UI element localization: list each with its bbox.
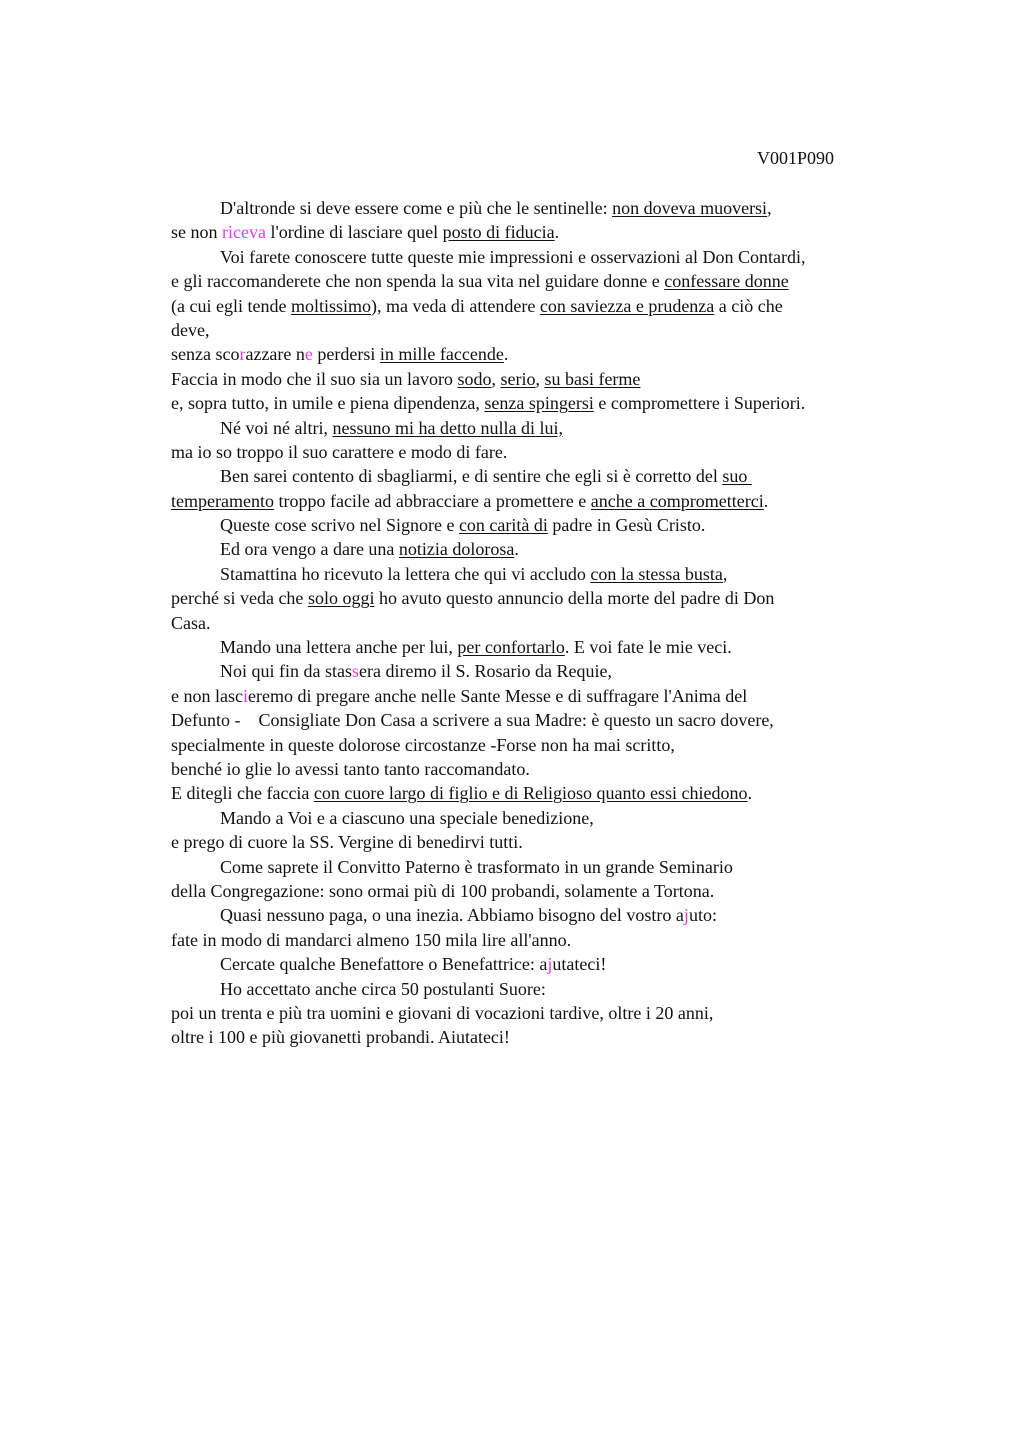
text-line — [171, 830, 911, 854]
text-segment: eremo di pregare anche nelle Sante Messe e di suffragare l'Anima del — [248, 685, 748, 706]
text-segment: ho avuto questo annuncio della morte del padre di Don — [374, 588, 775, 609]
text-segment: . — [554, 222, 560, 243]
text-segment: ma io so troppo il suo carattere e modo di fare. — [171, 441, 508, 462]
text-segment: D'altronde si deve essere come e più che le sentinelle: — [220, 198, 613, 218]
text-segment: . — [514, 539, 519, 560]
text-segment: fate in modo di mandarci almeno 150 mila lire all'anno. — [171, 929, 572, 950]
text-line — [171, 440, 911, 464]
underlined-text: serio — [500, 368, 536, 389]
text-line — [171, 220, 911, 244]
text-segment: senza sco — [171, 344, 240, 365]
text-line — [171, 635, 911, 659]
underlined-text: solo oggi — [307, 588, 375, 609]
text-segment: , — [491, 368, 501, 389]
text-segment: e non lasc — [171, 685, 243, 706]
text-segment: e gli raccomanderete che non spenda la sua vita nel guidare donne e — [171, 271, 665, 292]
text-segment: deve, — [171, 319, 210, 340]
text-segment: azzare n — [245, 344, 305, 365]
text-segment: specialmente in queste dolorose circostanze -Forse non ha mai scritto, — [171, 734, 675, 755]
highlighted-correction: i — [242, 685, 248, 706]
underlined-text: con la stessa busta — [590, 563, 723, 584]
text-segment: . — [763, 490, 769, 511]
text-line — [171, 342, 911, 366]
text-line — [171, 489, 911, 513]
text-line — [171, 879, 911, 903]
text-segment: Stamattina ho ricevuto la lettera che qui vi accludo — [220, 563, 591, 584]
underlined-text: per confortarlo — [457, 637, 565, 658]
text-segment: e, sopra tutto, in umile e piena dipendenza, — [171, 393, 485, 414]
text-line — [171, 196, 911, 220]
underlined-text: sodo — [457, 368, 492, 389]
highlighted-correction: riceva — [222, 222, 266, 243]
text-segment: . — [503, 344, 509, 365]
text-segment: , — [722, 563, 728, 584]
text-segment: Come saprete il Convitto Paterno è trasformato in un grande Seminario — [220, 856, 733, 877]
text-line — [171, 928, 911, 952]
text-line — [171, 659, 911, 683]
text-line — [171, 684, 911, 708]
text-segment: Faccia in modo che il suo sia un lavoro — [171, 368, 458, 389]
text-line — [171, 977, 911, 1001]
page-code: V001P090 — [757, 148, 835, 168]
text-segment: uto: — [688, 905, 717, 926]
highlighted-correction: s — [352, 661, 360, 682]
text-segment: Ho accettato anche circa 50 postulanti Suore: — [220, 978, 546, 999]
underlined-text: anche a comprometterci — [590, 490, 764, 511]
text-line — [171, 806, 911, 830]
text-line — [171, 903, 911, 927]
underlined-text: con saviezza e prudenza — [539, 295, 715, 316]
underlined-text: non doveva muoversi — [612, 198, 768, 218]
underlined-text: nessuno mi ha detto nulla di lui, — [332, 417, 563, 438]
text-segment: . — [747, 783, 753, 804]
text-segment: Noi qui fin da stas — [220, 661, 352, 682]
text-segment: Cercate qualche Benefattore o Benefattrice: a — [220, 954, 548, 975]
text-line — [171, 367, 911, 391]
text-segment: Ben sarei contento di sbagliarmi, e di sentire che egli si è corretto del — [220, 466, 723, 487]
text-segment: padre in Gesù Cristo. — [547, 515, 706, 536]
text-segment: Mando a Voi e a ciascuno una speciale benedizione, — [220, 807, 594, 828]
text-segment: perché si veda che — [171, 588, 308, 609]
text-line — [171, 294, 911, 318]
underlined-text: temperamento — [171, 490, 274, 511]
text-line — [171, 586, 911, 610]
text-line — [171, 855, 911, 879]
text-segment: era diremo il S. Rosario da Requie, — [359, 661, 612, 682]
text-segment: se non — [171, 222, 222, 243]
underlined-text: suo — [722, 466, 752, 487]
underlined-text: confessare donne — [664, 271, 789, 292]
text-segment: benché io glie lo avessi tanto tanto raccomandato. — [171, 758, 530, 779]
text-segment: Né voi né altri, — [220, 417, 333, 438]
highlighted-correction: j — [547, 954, 553, 975]
text-line — [171, 733, 911, 757]
text-line — [171, 562, 911, 586]
text-segment: utateci! — [552, 954, 607, 975]
text-line — [171, 1025, 911, 1049]
text-line — [171, 391, 911, 415]
text-segment: Defunto - Consigliate Don Casa a scrivere a sua Madre: è questo un sacro dovere, — [171, 710, 774, 731]
text-line — [171, 513, 911, 537]
text-segment: , — [767, 198, 772, 218]
text-segment: perdersi — [312, 344, 380, 365]
underlined-text: su basi ferme — [544, 368, 641, 389]
text-segment: Queste cose scrivo nel Signore e — [220, 515, 459, 536]
underlined-text: posto di fiducia — [442, 222, 555, 243]
highlighted-correction: j — [683, 905, 689, 926]
underlined-text: in mille faccende — [379, 344, 504, 365]
text-line — [171, 537, 911, 561]
highlighted-correction: r — [239, 344, 246, 365]
text-line — [171, 318, 911, 342]
text-segment: della Congregazione: sono ormai più di 100 probandi, solamente a Tortona. — [171, 880, 715, 901]
text-line — [171, 757, 911, 781]
text-line — [171, 245, 911, 269]
text-segment: e compromettere i Superiori. — [593, 393, 806, 414]
underlined-text: con cuore largo di figlio e di Religioso quanto essi chiedono — [313, 783, 748, 804]
text-segment: l'ordine di lasciare quel — [265, 222, 443, 243]
underlined-text: moltissimo — [290, 295, 371, 316]
underlined-text: notizia dolorosa — [398, 539, 515, 560]
text-line — [171, 611, 911, 635]
underlined-text: senza spingersi — [484, 393, 594, 414]
letter-body — [171, 196, 911, 1050]
text-line — [171, 952, 911, 976]
text-segment: , — [535, 368, 545, 389]
text-line — [171, 708, 911, 732]
text-segment: Casa. — [171, 612, 211, 633]
text-segment: Voi farete conoscere tutte queste mie impressioni e osservazioni al Don Contardi, — [220, 246, 806, 267]
text-segment: a ciò che — [714, 295, 783, 316]
text-segment: . E voi fate le mie veci. — [564, 637, 732, 658]
text-line — [171, 1001, 911, 1025]
text-line — [171, 269, 911, 293]
underlined-text: con carità di — [458, 515, 548, 536]
text-line — [171, 464, 911, 488]
text-segment: Mando una lettera anche per lui, — [220, 637, 458, 658]
text-segment: ), ma veda di attendere — [370, 295, 540, 316]
text-line — [171, 416, 911, 440]
text-segment: Quasi nessuno paga, o una inezia. Abbiamo bisogno del vostro a — [220, 905, 684, 926]
text-segment: troppo facile ad abbracciare a promettere e — [273, 490, 591, 511]
text-segment: e prego di cuore la SS. Vergine di benedirvi tutti. — [171, 832, 523, 853]
text-segment: poi un trenta e più tra uomini e giovani di vocazioni tardive, oltre i 20 anni, — [171, 1002, 714, 1023]
text-line — [171, 781, 911, 805]
text-segment: Ed ora vengo a dare una — [220, 539, 399, 560]
text-segment: (a cui egli tende — [171, 295, 291, 316]
highlighted-correction: e — [304, 344, 313, 365]
text-segment: oltre i 100 e più giovanetti probandi. Aiutateci! — [171, 1027, 510, 1048]
text-segment: E ditegli che faccia — [171, 783, 314, 804]
